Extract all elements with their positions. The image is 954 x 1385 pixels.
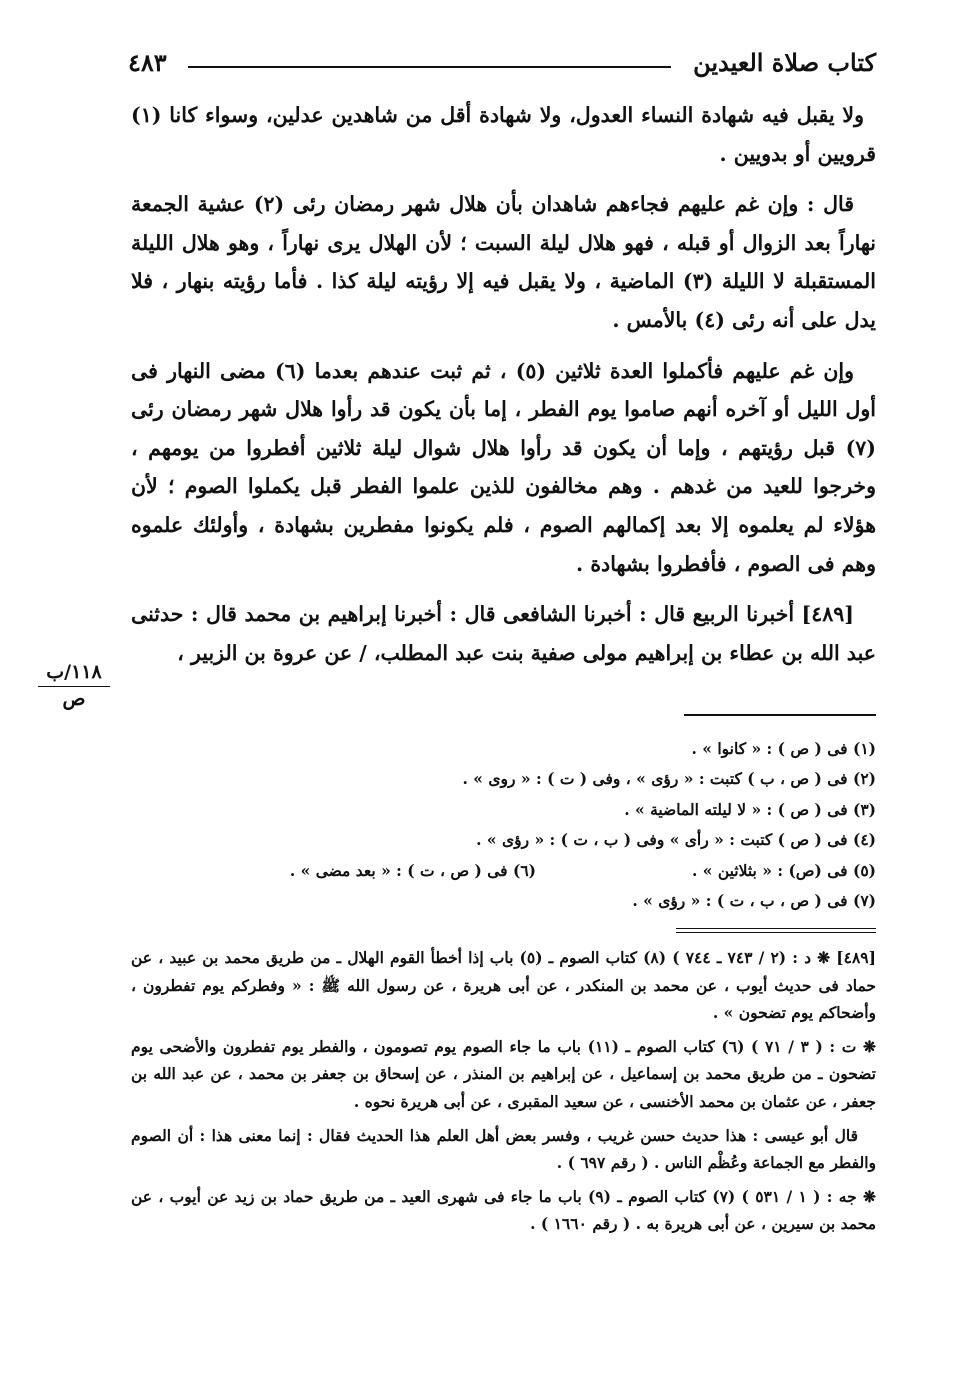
page-header (128, 48, 876, 88)
footnote-2: (٢) فى ( ص ، ب ) كتبت : « رؤى » ، وفى ( ت ) : « روى » . (462, 769, 876, 789)
takhrij-4: ❋ جه : ( ١ / ٥٣١ ) (٧) كتاب الصوم ـ (٩) باب ما جاء فى شهرى العيد ـ من طريق حماد بن زيد عن أيوب ، عن محمد بن سيرين ، عن أبى هريرة به . ( رقم ١٦٦٠ ) . (131, 1186, 876, 1234)
paragraph-4 (131, 595, 876, 672)
paragraph-2 (131, 185, 876, 339)
main-text (131, 96, 876, 684)
footnote-separator (684, 714, 876, 716)
takhrij-separator-bottom (676, 932, 876, 933)
margin-folio-number: ١١٨/ب (38, 660, 110, 687)
takhrij-separator-top (676, 928, 876, 929)
takhrij-notes (131, 944, 876, 1244)
footnote-3: (٣) فى ( ص ) : « لا ليلته الماضية » . (624, 799, 876, 819)
takhrij-2: ❋ ت : ( ٣ / ٧١ ) (٦) كتاب الصوم ـ (١١) باب ما جاء الصوم يوم تصومون ، والفطر يوم تفطرون والأضحى يوم تضحون ـ من طريق محمد بن إسماعيل ، عن إبراهيم بن المنذر ، عن إسحاق بن جعفر بن محمد ، عن عبد الله بن جعفر ، عن عثمان بن محمد الأخنسى ، عن سعيد المقبرى ، عن أبى هريرة نحوه . (131, 1036, 876, 1111)
takhrij-3: قال أبو عيسى : هذا حديث حسن غريب ، وفسر بعض أهل العلم هذا الحديث فقال : إنما معنى هذا : أن الصوم والفطر مع الجماعة وعُظْم الناس . ( رقم ٦٩٧ ) . (131, 1125, 876, 1173)
page-number: ٤٨٣ (128, 48, 167, 77)
hadith-number: [٤٨٩] (801, 602, 854, 627)
paragraph-1: ولا يقبل فيه شهادة النساء العدول، ولا شهادة أقل من شاهدين عدلين، وسواء كانا (١) قرويين أو بدويين . (131, 103, 876, 166)
footnote-5: (٥) فى (ص) : « بثلاثين » . (691, 860, 876, 880)
chapter-title: كتاب صلاة العيدين (693, 48, 876, 77)
paragraph-2-text: وإن غم عليهم فجاءهم شاهدان بأن هلال شهر رمضان رئى (٢) عشية الجمعة نهاراً بعد الزوال أو قبله ، فهو هلال ليلة السبت ؛ لأن الهلال يرى نهاراً ، وهو هلال الليلة المستقبلة لا الليلة (٣) الماضية ، ولا يقبل فيه إلا رؤيته ليلة كذا . فأما رؤيته بنهار ، فلا يدل على أنه رئى (٤) بالأمس . (131, 192, 876, 332)
margin-folio-note (38, 660, 110, 711)
footnotes (131, 734, 876, 916)
header-rule (188, 66, 671, 68)
footnote-1: (١) فى ( ص ) : « كانوا » . (691, 739, 876, 758)
footnote-6: (٦) فى ( ص ، ت ) : « بعد مضى » . (289, 860, 536, 880)
paragraph-3: وإن غم عليهم فأكملوا العدة ثلاثين (٥) ، ثم ثبت عندهم بعدما (٦) مضى النهار فى أول الليل أو آخره أنهم صاموا يوم الفطر ، إما بأن يكون قد رأوا هلال شهر رمضان رئى (٧) قبل رؤيتهم ، وإما أن يكون قد رأوا هلال شوال ليلة ثلاثين أفطروا من يومهم ، وخرجوا للعيد من غدهم . وهم مخالفون للذين علموا الفطر قبل يكملوا الصوم ؛ لأن هؤلاء لم يعلموه إلا بعد إكمالهم الصوم ، فلم يكونوا مفطرين بشهادة ، وأولئك علموه وهم فى الصوم ، فأفطروا بشهادة . (131, 358, 876, 576)
qal-keyword: قال : (806, 192, 855, 217)
margin-manuscript-symbol: ص (62, 688, 86, 710)
footnote-row-5-6 (131, 856, 876, 886)
footnote-7: (٧) فى ( ص ، ب ، ت ) : « رؤى » . (632, 890, 876, 910)
takhrij-1: [٤٨٩] ❋ د : (٢ / ٧٤٣ ـ ٧٤٤ ) (٨) كتاب الصوم ـ (٥) باب إذا أخطأ القوم الهلال ـ من طريق محمد بن عبيد ، عن حماد فى حديث أيوب ، عن محمد بن المنكدر ، عن أبى هريرة ، عن رسول الله ﷺ : « وفطركم يوم تفطرون ، وأضحاكم يوم تضحون » . (131, 948, 876, 1023)
paragraph-4-text: أخبرنا الربيع قال : أخبرنا الشافعى قال : أخبرنا إبراهيم بن محمد قال : حدثنى عبد الله بن عطاء بن إبراهيم مولى صفية بنت عبد المطلب، / عن عروة بن الزبير ، (131, 602, 876, 665)
footnote-4: (٤) فى ( ص ) كتبت : « رأى » وفى ( ب ، ت ) : « رؤى » . (476, 830, 876, 850)
